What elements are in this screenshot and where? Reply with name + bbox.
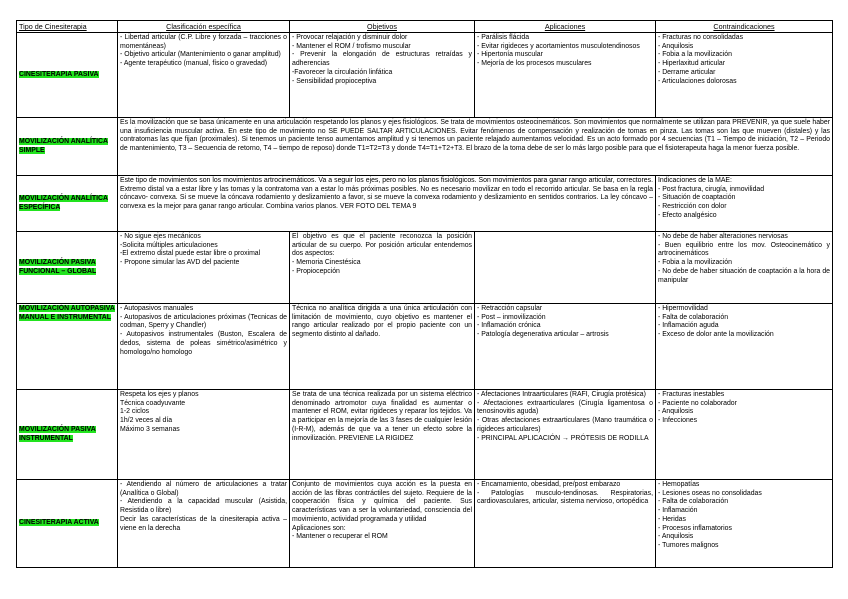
contraindicaciones-cell xyxy=(656,390,833,480)
cell-line: - Parálisis flácida xyxy=(477,34,530,41)
cell-line: - Derrame articular xyxy=(658,68,716,76)
cell-line: - Encamamiento, obesidad, pre/post embarazo xyxy=(477,481,621,488)
cell-line: - Fobia a la movilización xyxy=(658,51,732,59)
cell-line: - Atendiendo al número de articulaciones a tratar (Analítica o Global) xyxy=(120,481,287,497)
cell-line: Técnica no analítica dirigida a una única articulación con limitación de movimiento, cuyo objetivo es mantener el rango articular realizado por el propio paciente con un segmento distinto al dañado. xyxy=(292,305,472,339)
objetivos-cell xyxy=(290,232,475,304)
cell-line: - Fobia a la movilización xyxy=(658,259,732,267)
header-aplicaciones: Aplicaciones xyxy=(475,21,656,33)
objetivos-cell xyxy=(290,390,475,480)
aplicaciones-cell xyxy=(475,390,656,480)
cell-line: -Solicita múltiples articulaciones xyxy=(120,241,218,249)
cell-line: - Provocar relajación y disminuir dolor xyxy=(292,34,408,41)
cell-line: - Libertad articular (C.P. Libre y forzada – tracciones o momentáneas) xyxy=(120,34,287,50)
header-clasificacion: Clasificación específica xyxy=(118,21,290,33)
table-row xyxy=(17,232,833,304)
cell-line: - Afectaciones Intraarticulares (RAFI, Cirugía protésica) xyxy=(477,391,646,398)
cell-line: - Hiperlaxitud articular xyxy=(658,60,726,68)
type-cell xyxy=(17,33,118,118)
type-label: MOVILIZACIÓN ANALÍTICA SIMPLE xyxy=(19,137,108,154)
header-row xyxy=(17,21,833,33)
type-label: MOVILIZACIÓN PASIVA FUNCIONAL – GLOBAL xyxy=(19,258,97,275)
objetivos-cell xyxy=(290,304,475,390)
cell-line: - Situación de coaptación xyxy=(658,194,736,202)
aplicaciones-cell xyxy=(475,304,656,390)
cell-line: Indicaciones de la MAE: xyxy=(658,177,732,184)
cell-line: - Autopasivos manuales xyxy=(120,305,194,312)
aplicaciones-cell xyxy=(475,232,656,304)
cell-line: - Anquilosis xyxy=(658,42,694,50)
contraindicaciones-cell xyxy=(656,176,833,232)
type-label: MOVILIZACIÓN AUTOPASIVA MANUAL E INSTRUMENTAL xyxy=(19,305,115,321)
cell-line: Respeta los ejes y planos xyxy=(120,391,199,398)
cell-line: - Mantener o recuperar el ROM xyxy=(292,533,388,541)
contraindicaciones-cell xyxy=(656,304,833,390)
cell-line: - Post – inmovilización xyxy=(477,313,546,321)
header-objetivos: Objetivos xyxy=(290,21,475,33)
cell-line: - Procesos inflamatorios xyxy=(658,524,732,532)
therapy-table-sheet xyxy=(16,20,832,568)
cell-line: - Anquilosis xyxy=(658,533,694,541)
cell-line: - Afectaciones extraarticulares (Cirugía ligamentosa o tenosinovitis aguda) xyxy=(477,399,653,416)
cell-line: - Retracción capsular xyxy=(477,305,543,312)
header-contraindicaciones: Contraindicaciones xyxy=(656,21,833,33)
cell-line: - Patología degenerativa articular – artrosis xyxy=(477,331,609,339)
cell-line: - No debe de haber situación de coaptación a la hora de manipular xyxy=(658,267,830,284)
cell-line: - Autopasivos instrumentales (Buston, Escalera de dedos, sistema de poleas simétrico/asimétrico y homologo/no homologo xyxy=(120,331,287,356)
aplicaciones-cell xyxy=(475,33,656,118)
cell-line: El objetivo es que el paciente reconozca la posición articular de su cuerpo. Por posición articular entendemos dos aspectos: xyxy=(292,233,472,258)
type-cell xyxy=(17,176,118,232)
cell-line: - Hipertonía muscular xyxy=(477,51,543,59)
table-row xyxy=(17,480,833,568)
cell-line: - Lesiones oseas no consolidadas xyxy=(658,489,762,497)
cell-line: - Objetivo articular (Mantenimiento o ganar amplitud) xyxy=(120,51,281,59)
contraindicaciones-cell xyxy=(656,33,833,118)
objetivos-cell xyxy=(290,33,475,118)
cell-line: - Evitar rigideces y acortamientos musculotendinosos xyxy=(477,42,640,50)
cell-line: - Infecciones xyxy=(658,417,698,425)
cell-line: Técnica coadyuvante xyxy=(120,399,186,407)
cell-line: - Fracturas inestables xyxy=(658,391,725,398)
cell-line: - Mejoría de los procesos musculares xyxy=(477,60,592,68)
clasificacion-cell xyxy=(118,390,290,480)
cell-line: - Articulaciones dolorosas xyxy=(658,77,737,85)
type-cell xyxy=(17,390,118,480)
cell-line: - Falta de colaboración xyxy=(658,313,729,321)
cell-line: - Agente terapéutico (manual, físico o gravedad) xyxy=(120,60,268,68)
contraindicaciones-cell xyxy=(656,480,833,568)
cell-line: Decir las características de la cinesiterapia activa – viene en la derecha xyxy=(120,515,287,532)
cell-line: - Hipermovilidad xyxy=(658,305,708,312)
cell-line: - No sigue ejes mecánicos xyxy=(120,233,201,240)
table-row xyxy=(17,118,833,176)
cell-line: - Otras afectaciones extraarticulares (Mano traumática o rigideces articulares) xyxy=(477,417,653,433)
cell-line: Conjunto de movimientos cuya acción es la puesta en acción de las fibras contráctiles del sujeto. Requiere de la cooperación física y química del paciente. Sus características van a ser la voluntariedad, consciencia del movimiento, actividad programada y utilidad xyxy=(292,481,472,523)
cell-line: -El extremo distal puede estar libre o proximal xyxy=(120,250,261,258)
merged-description-cell: Este tipo de movimientos son los movimientos artrocinemáticos. Va a seguir los ejes, pero no los planos fisiológicos. Son movimientos para ganar rango articular, correctores. Extremo distal va a estar libre y las tomas y la contratoma van a estar lo más próximas posibles. No es necesario movilizar en todo el recorrido articular. Se basa en la regla cóncavo- convexa. Si se mueve la cóncava rodamiento y deslizamiento a favor, si se mueve la convexa rodamiento y deslizamiento en sentidos contrarios. La ley cóncavo – convexa es la mejor para ganar rango articular. Combina varios planos. VER FOTO DEL TEMA 9 xyxy=(118,176,656,232)
cinesiterapia-table xyxy=(16,20,833,568)
cell-line: - Inflamación xyxy=(658,507,698,515)
cell-line: - Fracturas no consolidadas xyxy=(658,34,744,41)
cell-line: Máximo 3 semanas xyxy=(120,425,180,433)
cell-line: - Restricción con dolor xyxy=(658,203,727,211)
cell-line: -Favorecer la circulación linfática xyxy=(292,68,393,76)
table-row xyxy=(17,33,833,118)
aplicaciones-cell xyxy=(475,480,656,568)
table-row xyxy=(17,176,833,232)
cell-line: - Exceso de dolor ante la movilización xyxy=(658,331,774,339)
merged-description-cell: Es la movilización que se basa únicamente en una articulación respetando los planos y ejes fisiológicos. Se trata de movimientos osteocinemáticos. Son movimientos que normalmente se utilizan para PREVENIR, ya que suele haber una insuficiencia muscular activa. En este tipo de movimiento no SE PUEDE SALTAR ARTICULACIONES. Evitar fenómenos de compensación y realización de tomas en pinza. Las tomas son las que mueven (distales) y las contratomas las que fijan (proximales). Si tenemos un paciente tenso aumentamos amplitud y si tenemos un paciente relajado aumentamos velocidad. Es un acto formado por 4 secuencias (T1 – Tiempo de iniciación, T2 – Periodo de mantenimiento, T3 – Secuencia de retorno, T4 – tiempo de reposo) donde T1=T2=T3 y donde T4=T1+T2+T3. El brazo de la toma debe de ser lo más largo posible para que el fisioterapeuta haga la menor fuerza posible. xyxy=(118,118,833,176)
cell-line: - Memoria Cinestésica xyxy=(292,259,361,267)
table-row xyxy=(17,390,833,480)
cell-line: - Prevenir la elongación de estructuras retraídas y adherencias xyxy=(292,51,472,68)
cell-line: - Atendiendo a la capacidad muscular (Asistida, Resistida o libre) xyxy=(120,498,287,515)
type-label: MOVILIZACIÓN ANALÍTICA ESPECÍFICA xyxy=(19,194,108,211)
cell-line: Se trata de una técnica realizada por un sistema eléctrico denominado artromotor cuya finalidad es aumentar o mantener el ROM, evitar rigideces y reparar los tejidos. Va a participar en la mejoría de las 3 fases de cualquier lesión (I-R-M), además de que va a tener un efecto sobre la inmovilización. PREVIENE LA RIGIDEZ xyxy=(292,391,472,442)
clasificacion-cell xyxy=(118,480,290,568)
cell-line: - Tumores malignos xyxy=(658,541,719,549)
cell-line: - PRINCIPAL APLICACIÓN → PRÓTESIS DE RODILLA xyxy=(477,434,649,442)
contraindicaciones-cell xyxy=(656,232,833,304)
cell-line: - Sensibilidad propioceptiva xyxy=(292,77,377,85)
cell-line: - Autopasivos de articulaciones próximas (Tecnicas de codman, Sperry y Chandler) xyxy=(120,313,287,330)
type-label: CINESITERAPIA ACTIVA xyxy=(19,519,99,527)
cell-line: - Propone simular las AVD del paciente xyxy=(120,259,240,267)
clasificacion-cell xyxy=(118,304,290,390)
cell-line: - Efecto analgésico xyxy=(658,211,717,219)
cell-line: - Post fractura, cirugía, inmovilidad xyxy=(658,185,765,193)
cell-line: 1-2 ciclos xyxy=(120,408,150,416)
cell-line: - Inflamación crónica xyxy=(477,322,541,330)
cell-line: 1h/2 veces al día xyxy=(120,417,173,425)
cell-line: - Buen equilibrio entre los mov. Osteocinemático y artrocinemáticos xyxy=(658,241,830,258)
type-cell xyxy=(17,232,118,304)
cell-line: - Hemopatías xyxy=(658,481,700,488)
type-cell xyxy=(17,118,118,176)
type-label: CINESITERAPIA PASIVA xyxy=(19,70,99,78)
clasificacion-cell xyxy=(118,33,290,118)
cell-line: - Mantener el ROM / trofismo muscular xyxy=(292,42,411,50)
cell-line: - No debe de haber alteraciones nerviosas xyxy=(658,233,788,240)
type-cell xyxy=(17,304,118,390)
cell-line: - Propiocepción xyxy=(292,267,340,275)
clasificacion-cell xyxy=(118,232,290,304)
type-label: MOVILIZACIÓN PASIVA INSTRUMENTAL xyxy=(19,425,96,442)
cell-line: - Paciente no colaborador xyxy=(658,399,737,407)
cell-line: - Patologías musculo-tendinosas. Respiratorias, cardiovasculares, articular, sistema nervioso, ortopédica xyxy=(477,489,653,506)
table-row xyxy=(17,304,833,390)
cell-line: - Heridas xyxy=(658,515,686,523)
cell-line: - Falta de colaboración xyxy=(658,498,729,506)
cell-line: Aplicaciones son: xyxy=(292,524,346,532)
cell-line: - Inflamación aguda xyxy=(658,322,719,330)
cell-line: - Anquilosis xyxy=(658,408,694,416)
header-tipo: Tipo de Cinesiterapia xyxy=(17,21,118,33)
objetivos-cell xyxy=(290,480,475,568)
type-cell xyxy=(17,480,118,568)
